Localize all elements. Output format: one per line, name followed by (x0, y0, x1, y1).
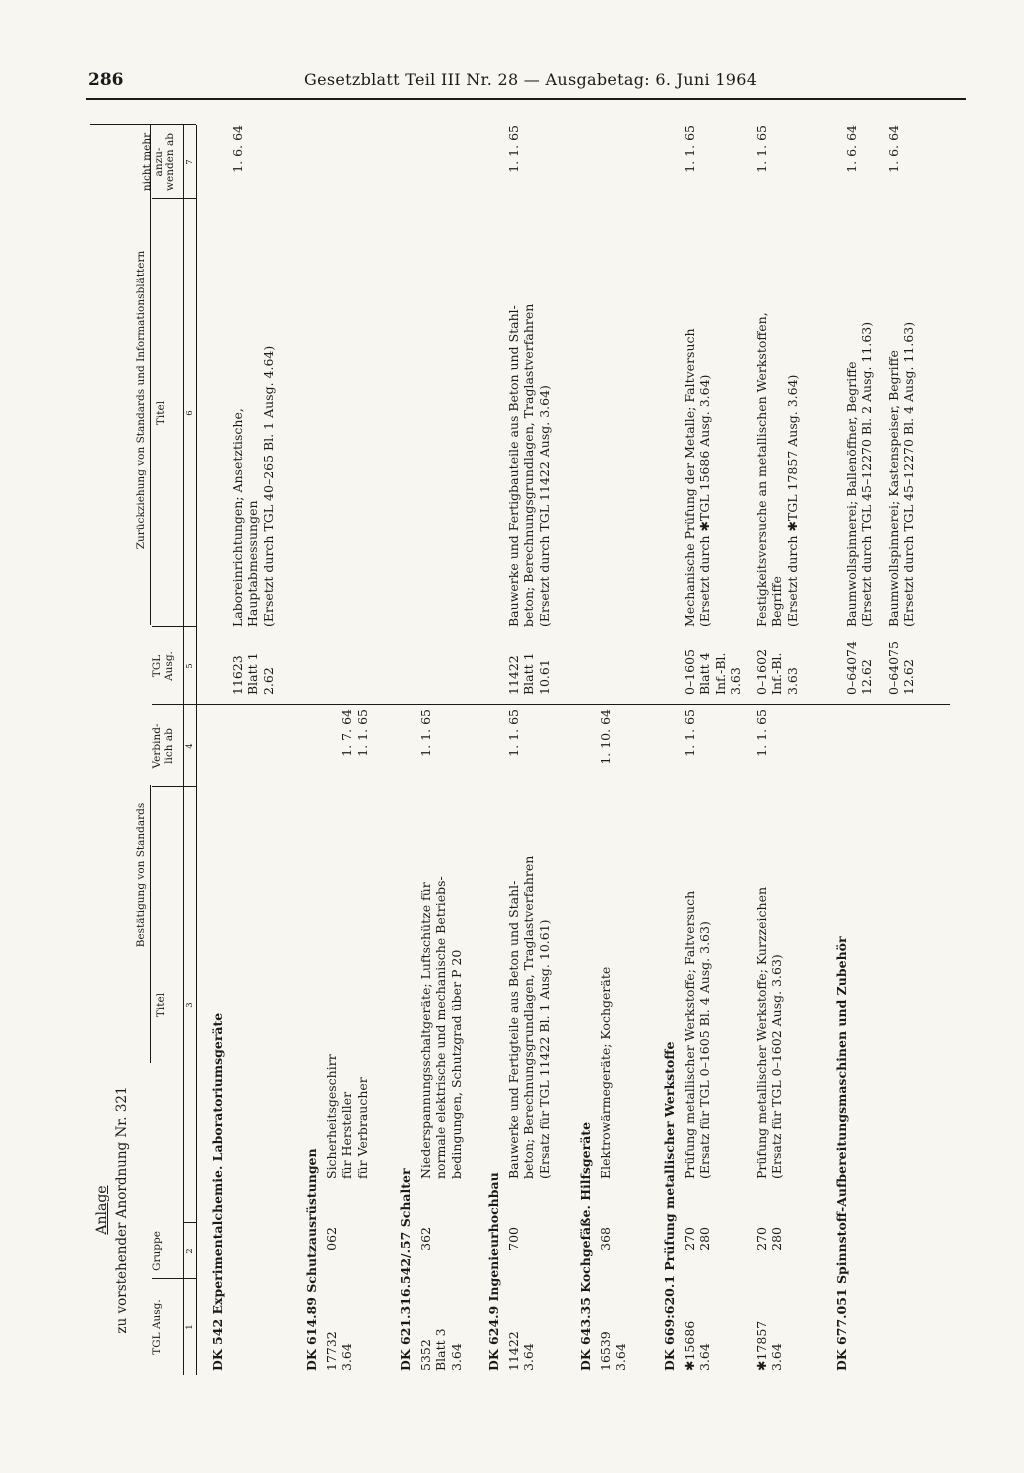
cell-tgl-ausg-1: 17732 3.64 (324, 1331, 355, 1371)
col-header-5: TGL Ausg. (151, 651, 175, 681)
section-heading: DK 643.35 Kochgefäße. Hilfsgeräte (578, 1121, 593, 1371)
cell-verbindlich-4: 1. 7. 64 1. 1. 65 (339, 709, 370, 757)
cell-nicht-mehr-7: 1. 6. 64 (844, 125, 859, 173)
header-sep-5 (152, 626, 196, 627)
cell-gruppe-2: 062 (324, 1227, 339, 1251)
cell-nicht-mehr-7: 1. 1. 65 (754, 125, 769, 173)
group-rule-right (150, 125, 151, 625)
cell-titel-3: Niederspannungsschaltgeräte; Luftschütze für normale elektrische und mechanische Betriebs- bedingungen, Schutzgrad über P 20 (418, 876, 464, 1179)
group-header-bestaetigung: Bestätigung von Standards (135, 802, 147, 948)
section-heading: DK 624.9 Ingenieurhochbau (486, 1172, 501, 1371)
col-num-6: 6 (185, 410, 195, 416)
cell-tgl-ausg-5: 0–64075 12.62 (886, 641, 917, 695)
section-heading: DK 614.89 Schutzausrüstungen (304, 1148, 319, 1371)
col-num-5: 5 (185, 663, 195, 669)
header-sep-6 (152, 198, 196, 199)
cell-gruppe-2: 700 (506, 1227, 521, 1251)
cell-titel-3: Sicherheitsgeschirr für Hersteller für Verbraucher (324, 1054, 370, 1179)
col-header-1: TGL Ausg. (151, 1299, 163, 1355)
cell-verbindlich-4: 1. 10. 64 (598, 709, 613, 765)
cell-titel-3: Elektrowärmegeräte; Kochgeräte (598, 966, 613, 1179)
col-num-4: 4 (185, 743, 195, 749)
col-num-7: 7 (185, 159, 195, 165)
col-num-2: 2 (185, 1248, 195, 1254)
cell-titel-3: Prüfung metallischer Werkstoffe; Kurzzeichen (Ersatz für TGL 0–1602 Ausg. 3.63) (754, 886, 785, 1179)
col-num-1: 1 (185, 1324, 195, 1330)
cell-nicht-mehr-7: 1. 1. 65 (506, 125, 521, 173)
col-header-7: nicht mehr anzu- wenden ab (141, 132, 177, 192)
cell-tgl-ausg-1: ✱17857 3.64 (754, 1320, 785, 1371)
header-sep-1 (152, 1278, 196, 1279)
cell-tgl-ausg-5: 11623 Blatt 1 2.62 (230, 652, 276, 695)
cell-verbindlich-4: 1. 1. 65 (506, 709, 521, 757)
header-rule (86, 98, 966, 100)
section-heading: DK 542 Experimentalchemie. Laboratoriumsgeräte (210, 1012, 225, 1371)
page-header-title: Gesetzblatt Teil III Nr. 28 — Ausgabetag: 6. Juni 1964 (304, 70, 758, 89)
cell-tgl-ausg-5: 0–64074 12.62 (844, 641, 875, 695)
cell-gruppe-2: 270 280 (754, 1227, 785, 1251)
cell-nicht-mehr-7: 1. 6. 64 (230, 125, 245, 173)
cell-tgl-ausg-5: 0–1605 Blatt 4 Inf.-Bl. 3.63 (682, 648, 743, 695)
header-sep-3 (152, 786, 196, 787)
group-header-zurueckziehung: Zurückziehung von Standards und Informationsblättern (135, 250, 147, 550)
cell-titel-6: Laboreinrichtungen; Ansetztische, Hauptabmessungen (Ersetzt durch TGL 40–265 Bl. 1 Ausg. 4.64) (230, 345, 276, 627)
anlage-subtitle: zu vorstehender Anordnung Nr. 321 (114, 1086, 130, 1334)
cell-nicht-mehr-7: 1. 1. 65 (682, 125, 697, 173)
cell-titel-6: Baumwollspinnerei; Ballenöffner, Begriffe (Ersetzt durch TGL 45–12270 Bl. 2 Ausg. 11.63) (844, 321, 875, 627)
cell-verbindlich-4: 1. 1. 65 (682, 709, 697, 757)
section-heading: DK 621.316.542/.57 Schalter (398, 1168, 413, 1371)
column-divider-main (196, 704, 950, 705)
header-sep-4 (152, 704, 196, 705)
header-rule-bottom (196, 125, 197, 1375)
cell-tgl-ausg-5: 11422 Blatt 1 10.61 (506, 652, 552, 695)
cell-titel-6: Mechanische Prüfung der Metalle; Faltversuch (Ersetzt durch ✱TGL 15686 Ausg. 3.64) (682, 328, 713, 627)
cell-gruppe-2: 368 (598, 1227, 613, 1251)
cell-nicht-mehr-7: 1. 6. 64 (886, 125, 901, 173)
cell-titel-6: Bauwerke und Fertigbauteile aus Beton und Stahl- beton; Berechnungsgrundlagen, Traglastverfahren (Ersetzt durch TGL 11422 Ausg. 3.64) (506, 303, 552, 627)
col-header-2: Gruppe (151, 1231, 163, 1271)
cell-verbindlich-4: 1. 1. 65 (418, 709, 433, 757)
cell-tgl-ausg-1: 11422 3.64 (506, 1331, 537, 1371)
group-rule-left (150, 785, 151, 1063)
header-sep-2 (183, 1222, 196, 1223)
cell-tgl-ausg-1: 5352 Blatt 3 3.64 (418, 1328, 464, 1371)
cell-tgl-ausg-1: ✱15686 3.64 (682, 1320, 713, 1371)
rotated-table (90, 125, 950, 1375)
cell-titel-6: Baumwollspinnerei; Kastenspeiser, Begriffe (Ersetzt durch TGL 45–12270 Bl. 4 Ausg. 11.63) (886, 321, 917, 627)
section-heading: DK 669:620.1 Prüfung metallischer Werkstoffe (662, 1041, 677, 1371)
col-header-3: Titel (155, 992, 167, 1018)
col-header-6: Titel (155, 400, 167, 426)
cell-tgl-ausg-5: 0–1602 Inf.-Bl. 3.63 (754, 648, 800, 695)
cell-verbindlich-4: 1. 1. 65 (754, 709, 769, 757)
col-header-4: Verbind- lich ab (151, 723, 175, 769)
section-heading: DK 677.051 Spinnstoff-Aufbereitungsmaschinen und Zubehör (834, 936, 849, 1371)
cell-gruppe-2: 270 280 (682, 1227, 713, 1251)
cell-titel-6: Festigkeitsversuche an metallischen Werkstoffen, Begriffe (Ersetzt durch ✱TGL 17857 Ausg. 3.64) (754, 312, 800, 627)
anlage-title: Anlage (94, 1185, 110, 1235)
cell-titel-3: Prüfung metallischer Werkstoffe; Faltversuch (Ersatz für TGL 0–1605 Bl. 4 Ausg. 3.63) (682, 890, 713, 1179)
cell-tgl-ausg-1: 16539 3.64 (598, 1331, 629, 1371)
page-number: 286 (88, 70, 124, 90)
cell-gruppe-2: 362 (418, 1227, 433, 1251)
header-rule-top (183, 125, 184, 1375)
header-sep-right (90, 124, 196, 125)
cell-titel-3: Bauwerke und Fertigteile aus Beton und Stahl- beton; Berechnungsgrundlagen, Traglastverfahren (Ersatz für TGL 11422 Bl. 1 Ausg. 10.61) (506, 855, 552, 1179)
col-num-3: 3 (185, 1002, 195, 1008)
